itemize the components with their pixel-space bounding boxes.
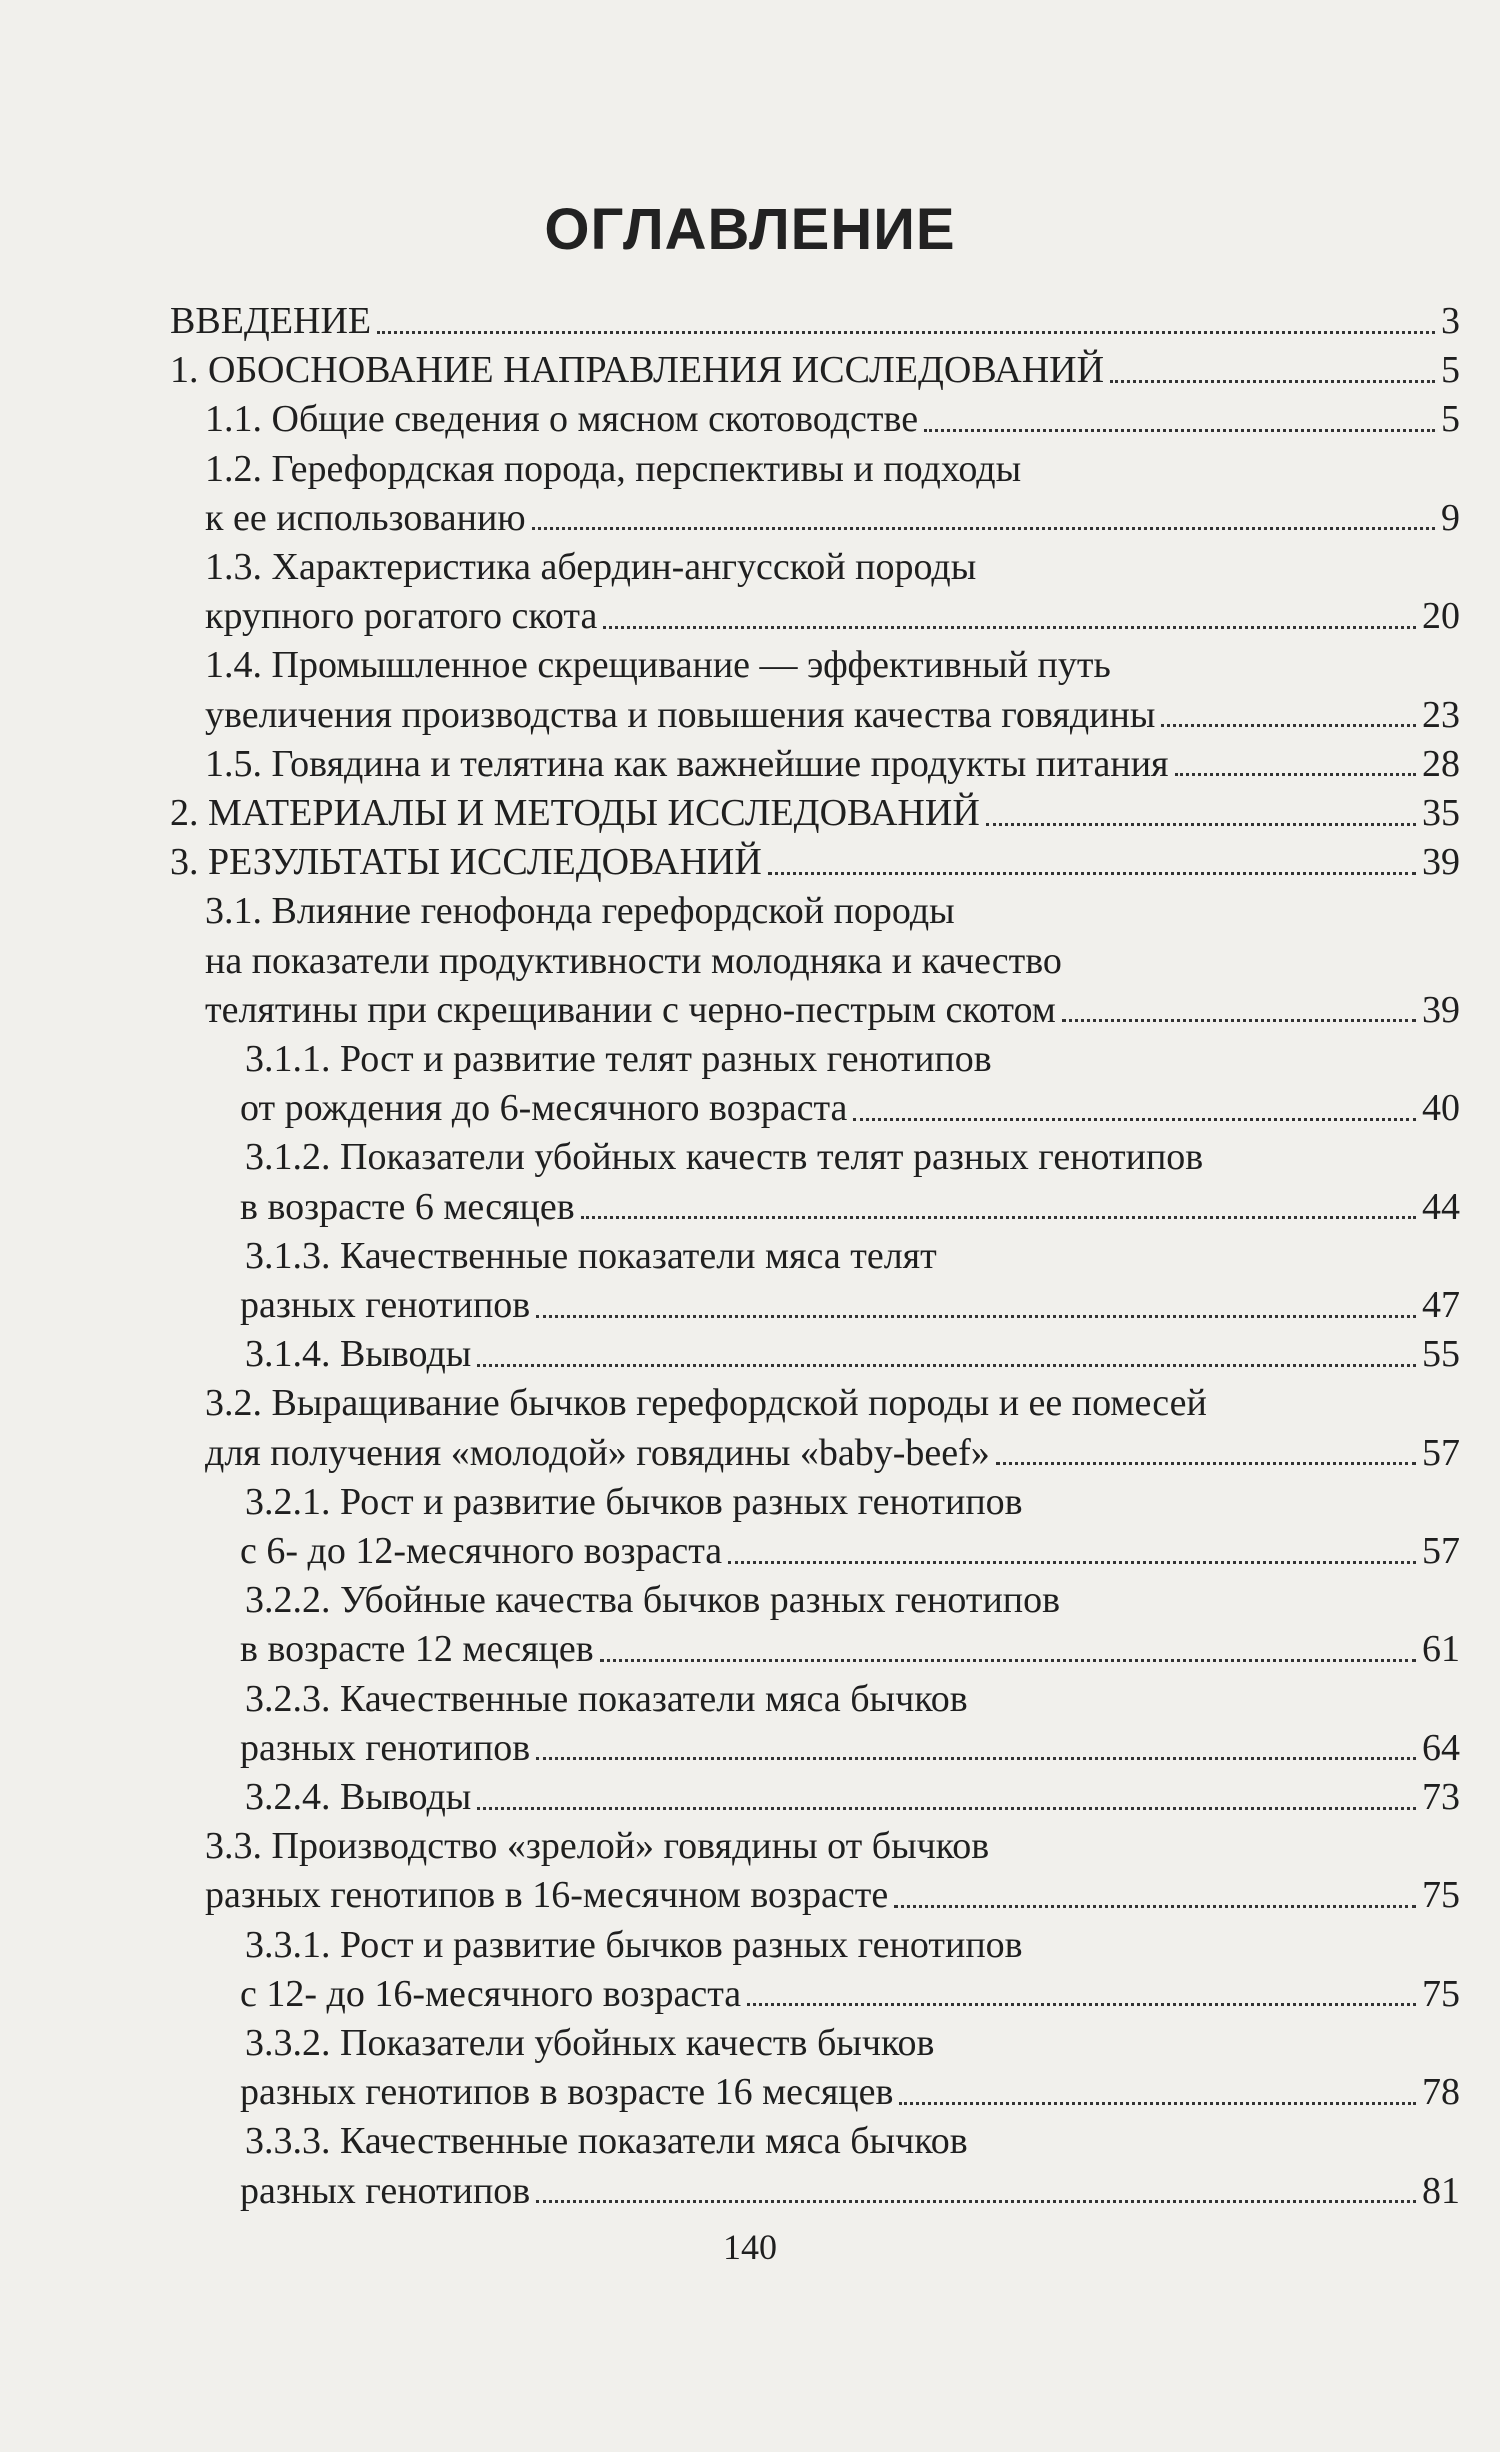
toc-entry xyxy=(240,1182,1460,1232)
toc-entry-title: к ее использованию xyxy=(205,496,526,539)
toc-entry xyxy=(240,2067,1460,2117)
toc-entry-line: 1.3. Характеристика абердин-ангусской породы xyxy=(205,546,977,588)
toc-entry-line: 3.3.1. Рост и развитие бычков разных генотипов xyxy=(245,1923,1023,1966)
page-title: ОГЛАВЛЕНИЕ xyxy=(544,197,956,262)
leader-dots xyxy=(747,2003,1416,2006)
toc-entry-line: 3.2. Выращивание бычков герефордской породы и ее помесей xyxy=(205,1382,1207,1425)
toc-entry-line: 3.1.3. Качественные показатели мяса телят xyxy=(245,1234,937,1277)
toc-page-number: 57 xyxy=(1422,1530,1460,1572)
leader-dots xyxy=(532,527,1435,530)
toc-page-number: 28 xyxy=(1422,742,1460,785)
toc-entry-line: 3.3. Производство «зрелой» говядины от бычков xyxy=(205,1825,990,1868)
toc-entry-line: 3.2.2. Убойные качества бычков разных генотипов xyxy=(245,1579,1061,1622)
toc-page-number: 75 xyxy=(1422,1972,1460,2015)
toc-page-number: 61 xyxy=(1422,1628,1460,1671)
toc-entry-line: 3.1.1. Рост и развитие телят разных генотипов xyxy=(245,1038,992,1080)
toc-page-number: 64 xyxy=(1422,1726,1460,1769)
toc-entry-title: 1. ОБОСНОВАНИЕ НАПРАВЛЕНИЯ ИССЛЕДОВАНИЙ xyxy=(170,349,1105,392)
leader-dots xyxy=(894,1905,1416,1908)
toc-entry xyxy=(240,1083,1460,1133)
leader-dots xyxy=(1161,724,1416,727)
toc-page-number: 57 xyxy=(1422,1431,1460,1474)
leader-dots xyxy=(899,2102,1416,2105)
toc-entry-title: 1.5. Говядина и телятина как важнейшие продукты питания xyxy=(205,742,1169,785)
toc-entry-title: разных генотипов в возрасте 16 месяцев xyxy=(240,2071,894,2114)
leader-dots xyxy=(477,1364,1416,1367)
toc-entry-title: 1.1. Общие сведения о мясном скотоводстве xyxy=(205,398,919,441)
toc-entry-title: 3.1.4. Выводы xyxy=(245,1333,472,1376)
page-number: 140 xyxy=(723,2227,777,2267)
toc-entry xyxy=(170,345,1460,395)
leader-dots xyxy=(768,872,1416,875)
toc-entry-title: увеличения производства и повышения качества говядины xyxy=(205,693,1156,736)
leader-dots xyxy=(728,1561,1416,1564)
toc-entry-title: разных генотипов xyxy=(240,2169,531,2212)
toc-page-number: 20 xyxy=(1422,595,1460,638)
leader-dots xyxy=(1110,380,1435,383)
toc-page-number: 3 xyxy=(1441,300,1460,342)
leader-dots xyxy=(603,626,1416,629)
toc-page-number: 5 xyxy=(1441,398,1460,441)
toc-entry xyxy=(205,985,1460,1035)
toc-entry-title: с 6- до 12-месячного возраста xyxy=(240,1530,723,1572)
toc-entry-line: 3.3.2. Показатели убойных качеств бычков xyxy=(245,2022,935,2064)
toc-entry xyxy=(205,394,1460,444)
toc-page-number: 40 xyxy=(1422,1087,1460,1130)
toc-page-number: 39 xyxy=(1422,988,1460,1031)
toc-entry xyxy=(240,1969,1460,2019)
toc-entry xyxy=(245,1329,1460,1379)
toc-entry xyxy=(240,2166,1460,2216)
toc-entry-title: телятины при скрещивании с черно-пестрым скотом xyxy=(205,988,1056,1031)
toc-entry xyxy=(205,690,1460,740)
toc-entry xyxy=(205,739,1460,789)
toc-entry-title: для получения «молодой» говядины «baby-beef» xyxy=(205,1431,990,1474)
toc-entry-line: 3.3.3. Качественные показатели мяса бычков xyxy=(245,2120,968,2163)
leader-dots xyxy=(853,1118,1416,1121)
toc-entry xyxy=(205,493,1460,543)
toc-entry-title: в возрасте 6 месяцев xyxy=(240,1185,575,1228)
toc-entry-title: крупного рогатого скота xyxy=(205,595,598,638)
toc-page-number: 5 xyxy=(1441,349,1460,392)
toc-entry-line: на показатели продуктивности молодняка и качество xyxy=(205,939,1062,982)
toc-entry-line: 1.2. Герефордская порода, перспективы и подходы xyxy=(205,447,1022,490)
toc-page-number: 55 xyxy=(1422,1333,1460,1376)
toc-entry xyxy=(170,788,1460,838)
toc-page-number: 47 xyxy=(1422,1284,1460,1326)
toc-entry xyxy=(240,1624,1460,1674)
leader-dots xyxy=(1062,1019,1416,1022)
toc-entry-title: 3. РЕЗУЛЬТАТЫ ИССЛЕДОВАНИЙ xyxy=(170,841,762,884)
toc-entry-line: 3.1. Влияние генофонда герефордской породы xyxy=(205,890,955,933)
toc-entry xyxy=(170,296,1460,346)
toc-entry-title: с 12- до 16-месячного возраста xyxy=(240,1972,742,2015)
toc-entry xyxy=(205,591,1460,641)
toc-entry-line: 3.2.1. Рост и развитие бычков разных генотипов xyxy=(245,1480,1023,1523)
toc-entry xyxy=(245,1772,1460,1822)
toc-page-number: 9 xyxy=(1441,496,1460,539)
leader-dots xyxy=(924,429,1435,432)
toc-page-number: 44 xyxy=(1422,1185,1460,1228)
toc-entry-title: 3.2.4. Выводы xyxy=(245,1776,472,1818)
toc-entry-title: разных генотипов в 16-месячном возрасте xyxy=(205,1874,889,1917)
toc-entry-title: ВВЕДЕНИЕ xyxy=(170,300,372,342)
toc-page-number: 39 xyxy=(1422,841,1460,884)
toc-page-number: 78 xyxy=(1422,2071,1460,2114)
leader-dots xyxy=(536,1757,1416,1760)
toc-entry-line: 1.4. Промышленное скрещивание — эффективный путь xyxy=(205,644,1111,687)
toc-entry-title: разных генотипов xyxy=(240,1726,531,1769)
toc-entry xyxy=(240,1526,1460,1576)
leader-dots xyxy=(581,1216,1416,1219)
leader-dots xyxy=(536,1315,1416,1318)
leader-dots xyxy=(377,331,1435,334)
toc-page-number: 73 xyxy=(1422,1776,1460,1818)
leader-dots xyxy=(536,2200,1416,2203)
toc-page-number: 75 xyxy=(1422,1874,1460,1917)
leader-dots xyxy=(477,1807,1416,1810)
toc-entry-title: разных генотипов xyxy=(240,1284,531,1326)
toc-page-number: 35 xyxy=(1422,792,1460,834)
toc-page-number: 23 xyxy=(1422,693,1460,736)
toc-entry xyxy=(205,1428,1460,1478)
toc-entry-line: 3.2.3. Качественные показатели мяса бычков xyxy=(245,1677,968,1720)
toc-entry xyxy=(240,1723,1460,1773)
leader-dots xyxy=(1175,773,1416,776)
toc-entry-title: в возрасте 12 месяцев xyxy=(240,1628,594,1671)
toc-entry xyxy=(240,1280,1460,1330)
toc-entry-line: 3.1.2. Показатели убойных качеств телят разных генотипов xyxy=(245,1136,1204,1179)
toc-page-number: 81 xyxy=(1422,2169,1460,2212)
toc-entry-title: 2. МАТЕРИАЛЫ И МЕТОДЫ ИССЛЕДОВАНИЙ xyxy=(170,792,980,834)
toc-entry xyxy=(170,837,1460,887)
leader-dots xyxy=(986,823,1416,826)
toc-entry-title: от рождения до 6-месячного возраста xyxy=(240,1087,848,1130)
leader-dots xyxy=(996,1462,1416,1465)
leader-dots xyxy=(600,1659,1416,1662)
toc-entry xyxy=(205,1870,1460,1920)
